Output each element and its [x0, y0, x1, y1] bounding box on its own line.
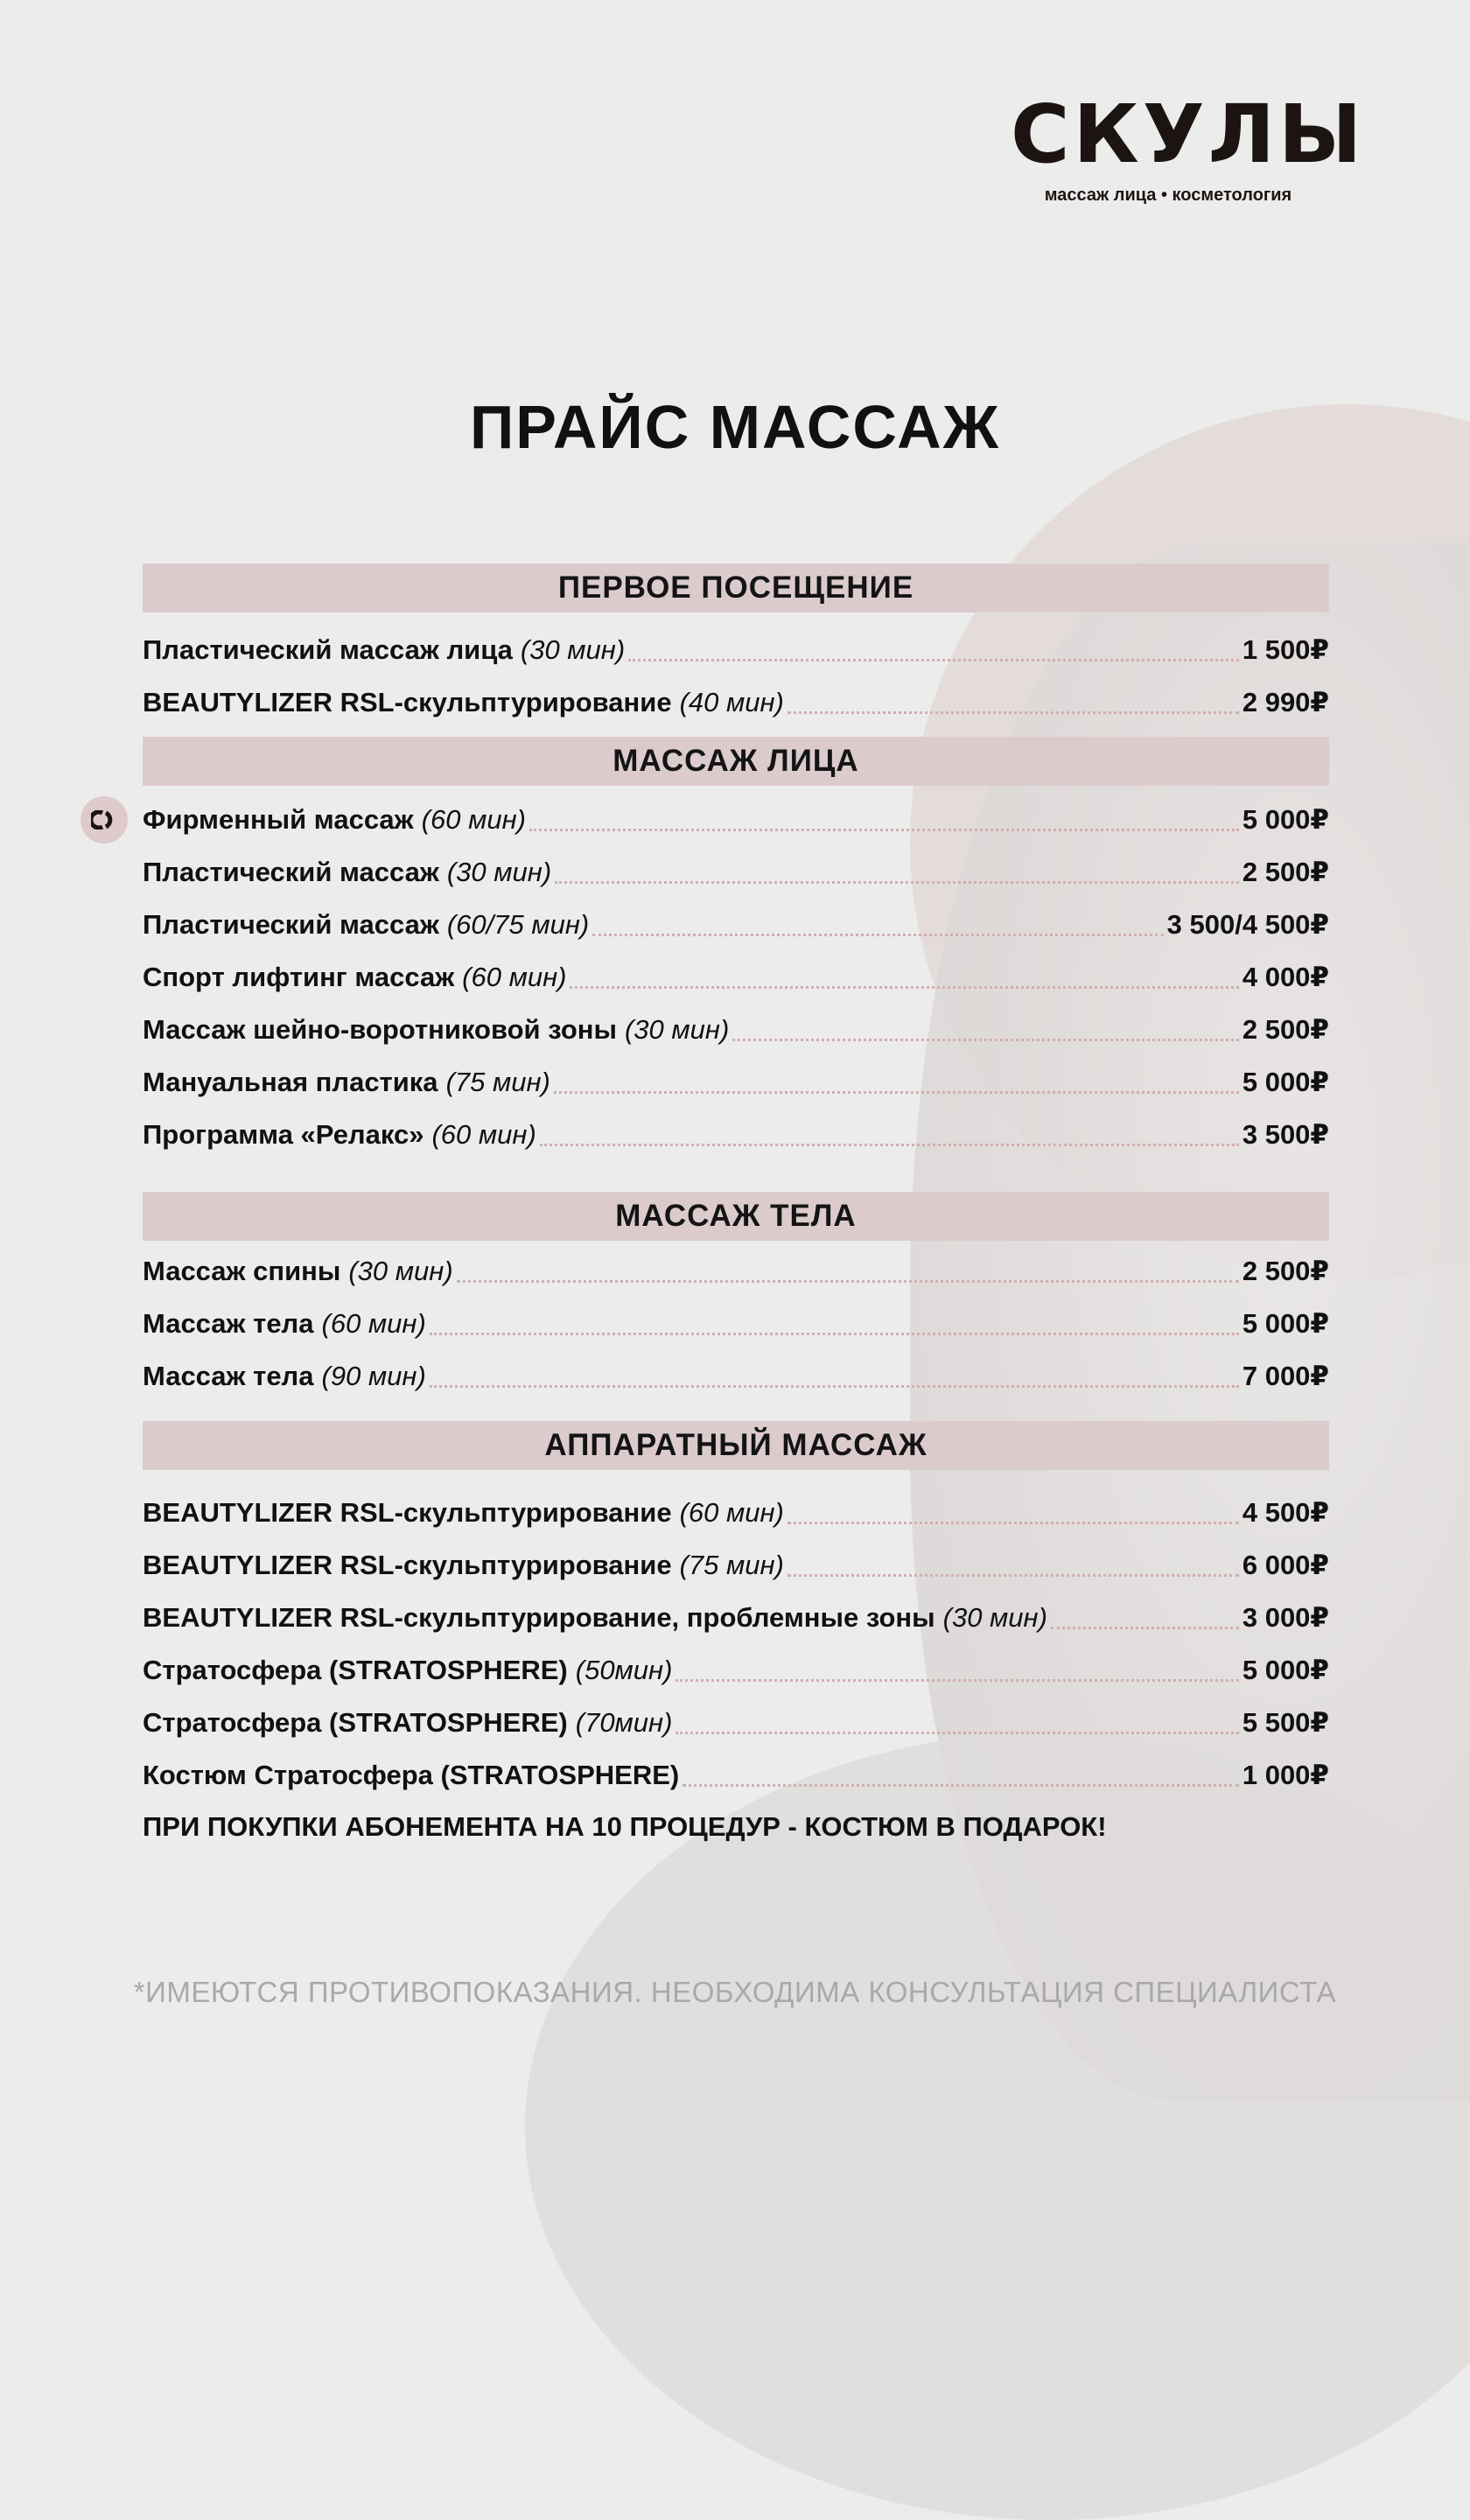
dotted-leader	[540, 1144, 1239, 1146]
service-price: 5 500₽	[1242, 1707, 1329, 1738]
service-price: 2 500₽	[1242, 857, 1329, 887]
price-row	[143, 1545, 1329, 1586]
dotted-leader	[628, 659, 1239, 662]
price-row	[143, 1598, 1329, 1638]
service-price: 4 000₽	[1242, 962, 1329, 992]
promo-text: ПРИ ПОКУПКИ АБОНЕМЕНТА НА 10 ПРОЦЕДУР - КОСТЮМ В ПОДАРОК!	[143, 1811, 1107, 1842]
brand-tagline: массаж лица • косметология	[1044, 186, 1292, 205]
price-row	[143, 1115, 1329, 1155]
service-duration: (60 мин)	[431, 1119, 536, 1150]
service-price: 2 500₽	[1242, 1014, 1329, 1045]
brand-name: СКУЛЫ	[1011, 88, 1366, 181]
service-price: 2 990₽	[1242, 687, 1329, 718]
service-duration: (30 мин)	[624, 1014, 730, 1045]
dotted-leader	[554, 1091, 1239, 1094]
service-price: 1 000₽	[1242, 1760, 1329, 1790]
price-row	[143, 1356, 1329, 1396]
dotted-leader	[1051, 1627, 1239, 1629]
dotted-leader	[529, 829, 1239, 831]
service-price: 5 000₽	[1242, 1067, 1329, 1097]
dotted-leader	[555, 881, 1239, 884]
price-row	[143, 1493, 1329, 1533]
dotted-leader	[570, 986, 1238, 989]
service-price: 5 000₽	[1242, 1655, 1329, 1685]
price-row	[143, 905, 1329, 945]
service-duration: (60 мин)	[462, 962, 567, 992]
service-price: 5 000₽	[1242, 804, 1329, 835]
dotted-leader	[430, 1385, 1239, 1388]
service-duration: (60/75 мин)	[446, 909, 590, 940]
dotted-leader	[676, 1732, 1238, 1734]
service-name: Спорт лифтинг массаж	[143, 962, 455, 992]
price-row	[143, 1703, 1329, 1743]
price-row	[143, 1010, 1329, 1050]
service-name: Массаж тела	[143, 1361, 314, 1391]
service-duration: (30 мин)	[942, 1602, 1047, 1633]
dotted-leader	[788, 1522, 1239, 1524]
service-price: 2 500₽	[1242, 1256, 1329, 1286]
price-row	[143, 630, 1329, 670]
service-name: Стратосфера (STRATOSPHERE)	[143, 1655, 568, 1685]
service-duration: (60 мин)	[421, 804, 526, 835]
price-row	[143, 800, 1329, 840]
dotted-leader	[457, 1280, 1239, 1283]
service-name: Программа «Релакс»	[143, 1119, 424, 1150]
service-price: 4 500₽	[1242, 1497, 1329, 1528]
service-duration: (60 мин)	[679, 1497, 784, 1528]
section-header-body-massage: МАССАЖ ТЕЛА	[143, 1192, 1329, 1241]
service-duration: (30 мин)	[348, 1256, 453, 1286]
dotted-leader	[430, 1333, 1239, 1335]
service-name: BEAUTYLIZER RSL-скульптурирование	[143, 687, 672, 718]
service-price: 1 500₽	[1242, 634, 1329, 665]
service-price: 3 000₽	[1242, 1602, 1329, 1633]
service-name: Пластический массаж лица	[143, 634, 513, 665]
service-duration: (50мин)	[575, 1655, 673, 1685]
service-price: 3 500₽	[1242, 1119, 1329, 1150]
price-row	[143, 852, 1329, 892]
service-name: Пластический массаж	[143, 857, 439, 887]
service-name: Мануальная пластика	[143, 1067, 438, 1097]
price-row	[143, 1251, 1329, 1292]
price-row	[143, 1650, 1329, 1690]
dotted-leader	[732, 1039, 1239, 1041]
service-name: Массаж шейно-воротниковой зоны	[143, 1014, 617, 1045]
service-name: Массаж спины	[143, 1256, 341, 1286]
dotted-leader	[788, 711, 1239, 714]
price-row	[143, 1755, 1329, 1796]
service-name: BEAUTYLIZER RSL-скульптурирование	[143, 1497, 672, 1528]
background-shoulder-illustration	[525, 1732, 1470, 2520]
service-name: Пластический массаж	[143, 909, 439, 940]
service-name: BEAUTYLIZER RSL-скульптурирование	[143, 1550, 672, 1580]
service-name: BEAUTYLIZER RSL-скульптурирование, проблемные зоны	[143, 1602, 935, 1633]
price-row	[143, 1062, 1329, 1102]
price-row	[143, 957, 1329, 998]
service-name: Стратосфера (STRATOSPHERE)	[143, 1707, 568, 1738]
dotted-leader	[592, 934, 1163, 936]
service-price: 5 000₽	[1242, 1308, 1329, 1339]
dotted-leader	[788, 1574, 1239, 1577]
service-duration: (70мин)	[575, 1707, 673, 1738]
page-title: ПРАЙС МАССАЖ	[469, 393, 1000, 461]
service-name: Костюм Стратосфера (STRATOSPHERE)	[143, 1760, 680, 1790]
service-duration: (30 мин)	[520, 634, 626, 665]
dotted-leader	[676, 1679, 1238, 1682]
section-header-hardware-massage: АППАРАТНЫЙ МАССАЖ	[143, 1421, 1329, 1470]
service-duration: (40 мин)	[679, 687, 784, 718]
service-price: 6 000₽	[1242, 1550, 1329, 1580]
service-price: 7 000₽	[1242, 1361, 1329, 1391]
service-price: 3 500/4 500₽	[1166, 909, 1329, 940]
section-header-face-massage: МАССАЖ ЛИЦА	[143, 737, 1329, 786]
price-row	[143, 682, 1329, 723]
service-duration: (90 мин)	[321, 1361, 426, 1391]
service-duration: (30 мин)	[446, 857, 552, 887]
service-name: Массаж тела	[143, 1308, 314, 1339]
logo-mark-icon	[80, 796, 128, 844]
contraindications-footnote: *ИМЕЮТСЯ ПРОТИВОПОКАЗАНИЯ. НЕОБХОДИМА КОНСУЛЬТАЦИЯ СПЕЦИАЛИСТА	[133, 1976, 1337, 2008]
service-name: Фирменный массаж	[143, 804, 414, 835]
price-row	[143, 1304, 1329, 1344]
service-duration: (75 мин)	[679, 1550, 784, 1580]
service-duration: (60 мин)	[321, 1308, 426, 1339]
section-header-first-visit: ПЕРВОЕ ПОСЕЩЕНИЕ	[143, 564, 1329, 612]
dotted-leader	[682, 1784, 1239, 1787]
service-duration: (75 мин)	[445, 1067, 550, 1097]
brand-logo	[1011, 88, 1366, 206]
